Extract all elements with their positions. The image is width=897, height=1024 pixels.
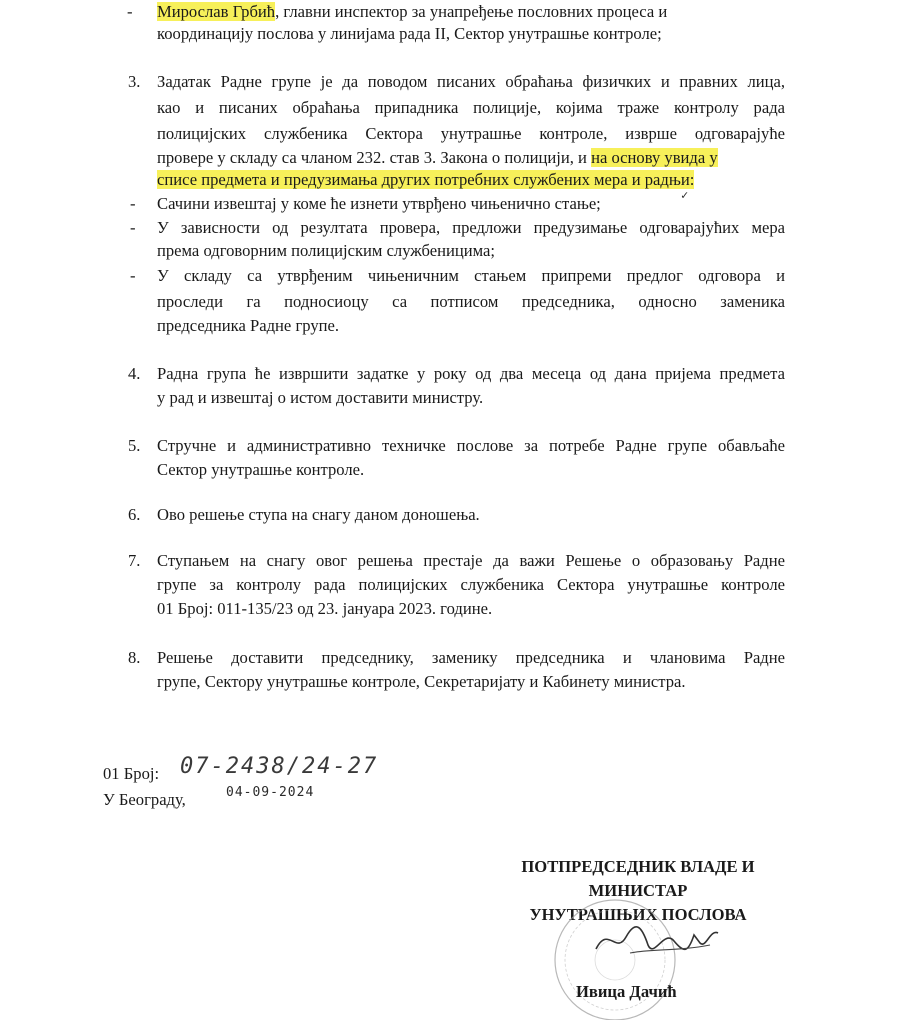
item6-line-1: Ово решење ступа на снагу даном доношења.: [157, 505, 480, 524]
item3-line-1: Задатак Радне групе је да поводом писаних обраћања физичких и правних лица,: [157, 72, 785, 91]
item-number: 4.: [128, 364, 141, 383]
item-number: 3.: [128, 72, 141, 91]
document-number-label: 01 Број:: [103, 764, 160, 783]
item3-line-2: као и писаних обраћања припадника полиције, којима траже контролу рада: [157, 98, 785, 117]
list-dash: -: [130, 266, 136, 285]
item8-line-1: Решење доставити председнику, заменику председника и члановима Радне: [157, 648, 785, 667]
date-stamp: 04-09-2024: [226, 785, 315, 800]
item-number: 8.: [128, 648, 141, 667]
item7-line-3: 01 Број: 011-135/23 од 23. јануара 2023. године.: [157, 599, 493, 618]
bullet-1-line-1: Сачини извештај у коме ће изнети утврђено чињенично стање;: [157, 194, 601, 213]
list-dash: -: [130, 218, 136, 237]
item-number: 7.: [128, 551, 141, 570]
item4-line-1: Радна група ће извршити задатке у року од два месеца од дана пријема предмета: [157, 364, 785, 383]
bullet-3-line-3: председника Радне групе.: [157, 316, 340, 335]
item7-line-2: групе за контролу рада полицијских службеника Сектора унутрашње контроле: [157, 575, 785, 594]
bullet-3-line-1: У складу са утврђеним чињеничним стањем припреми предлог одговора и: [157, 266, 785, 285]
signatory-title-2: МИНИСТАР: [588, 881, 688, 900]
signatory-title-1: ПОТПРЕДСЕДНИК ВЛАДЕ И: [521, 857, 755, 876]
list-dash: -: [130, 194, 136, 213]
item-number: 5.: [128, 436, 141, 455]
member-name-highlight: Мирослав Грбић: [157, 2, 276, 21]
item3-highlight-1: на основу увида у: [591, 148, 718, 167]
stray-mark: ✓: [681, 188, 690, 202]
list-dash: -: [127, 2, 133, 21]
item4-line-2: у рад и извештај о истом доставити министру.: [157, 388, 484, 407]
item-number: 6.: [128, 505, 141, 524]
handwritten-signature-icon: [590, 915, 730, 965]
item8-line-2: групе, Сектору унутрашње контроле, Секретаријату и Кабинету министра.: [157, 672, 686, 691]
item3-line-4: провере у складу са чланом 232. став 3. Закона о полицији, и на основу увида у: [157, 148, 718, 167]
signatory-name: Ивица Дачић: [576, 982, 677, 1001]
item3-highlight-2: списе предмета и предузимања других потребних службених мера и радњи:: [157, 170, 695, 189]
item7-line-1: Ступањем на снагу овог решења престаје да важи Решење о образовању Радне: [157, 551, 785, 570]
member-line-2: координацију послова у линијама рада II, Сектор унутрашње контроле;: [157, 24, 662, 43]
item5-line-2: Сектор унутрашње контроле.: [157, 460, 365, 479]
document-number-handwritten: 07-2438/24-27: [180, 754, 379, 779]
item3-line-5: [157, 170, 694, 190]
bullet-3-line-2: проследи га подносиоцу са потписом председника, односно заменика: [157, 292, 785, 311]
bullet-2-line-2: према одговорним полицијским службеницима;: [157, 241, 496, 260]
place-label: У Београду,: [103, 790, 186, 809]
signatory-title-3: УНУТРАШЊИХ ПОСЛОВА: [529, 905, 747, 924]
item5-line-1: Стручне и административно техничке послове за потребе Радне групе обављаће: [157, 436, 785, 455]
member-line-1: Мирослав Грбић, главни инспектор за унапређење пословних процеса и: [157, 2, 668, 21]
item3-line-3: полицијских службеника Сектора унутрашње контроле, изврше одговарајуће: [157, 124, 785, 143]
bullet-2-line-1: У зависности од резултата провера, предложи предузимање одговарајућих мера: [157, 218, 785, 237]
